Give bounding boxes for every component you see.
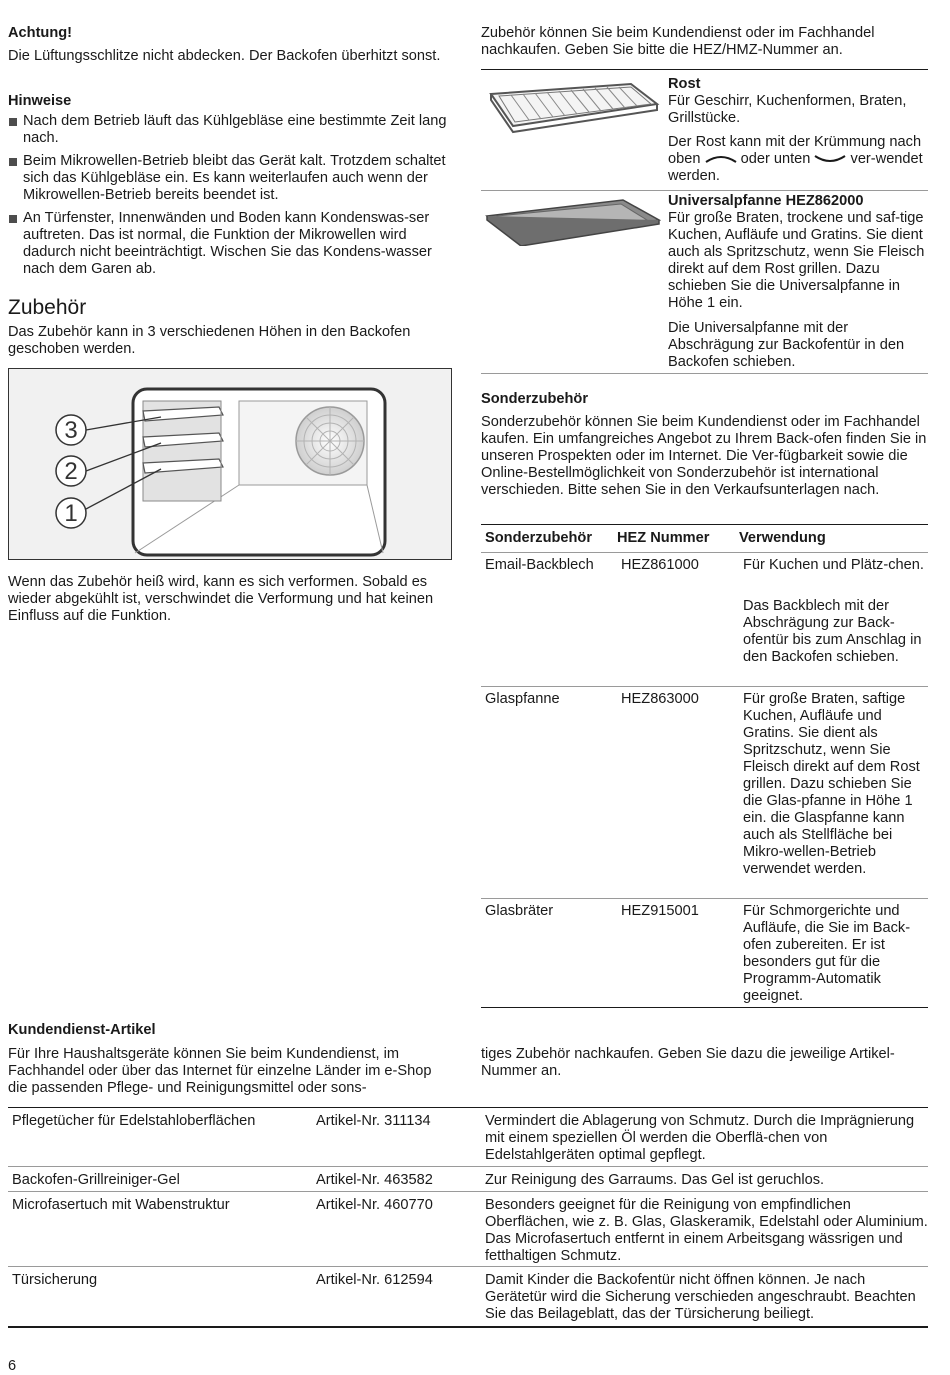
item-text-rost: Für Geschirr, Kuchenformen, Braten, Grillstücke.	[668, 93, 907, 126]
deform-note: Wenn das Zubehör heiß wird, kann es sich verformen. Sobald es wieder abgekühlt ist, verschwindet die Verformung und hat keinen Einfluss auf die Funktion.	[8, 574, 434, 624]
item-note-rost	[668, 134, 928, 185]
service-item-name: Backofen-Grillreiniger-Gel	[12, 1172, 180, 1188]
divider	[481, 686, 928, 687]
table-bottom-rule	[481, 1007, 928, 1008]
table-header: Verwendung	[739, 530, 826, 546]
curve-up-icon	[705, 154, 737, 164]
divider	[481, 898, 928, 899]
divider	[481, 69, 928, 70]
special-title: Sonderzubehör	[481, 391, 589, 407]
note-item: Nach dem Betrieb läuft das Kühlgebläse eine bestimmte Zeit lang nach.	[8, 113, 454, 147]
warning-title: Achtung!	[8, 25, 73, 41]
oven-interior-drawing	[9, 369, 451, 559]
service-item-article: Artikel-Nr. 311134	[316, 1113, 431, 1129]
divider	[8, 1191, 928, 1192]
service-item-desc: Vermindert die Ablagerung von Schmutz. Durch die Imprägnierung mit einem speziellen Öl werden die Oberflä-chen von Edelstahlgeräten optimal gepflegt.	[485, 1113, 915, 1163]
rost-note-part: Der Rost kann mit der Krümmung nach oben	[668, 134, 922, 167]
oven-levels-illustration	[8, 368, 452, 560]
service-item-name: Pflegetücher für Edelstahloberflächen	[12, 1113, 256, 1129]
service-text-left: Für Ihre Haushaltsgeräte können Sie beim Kundendienst, im Fachhandel oder über das Internet für einzelne Länder im e-Shop die passenden Pflege- und Reinigungsmittel oder sons-	[8, 1046, 432, 1096]
service-item-desc: Zur Reinigung des Garraums. Das Gel ist geruchlos.	[485, 1172, 825, 1188]
divider	[481, 552, 928, 553]
table-cell-use: Für große Braten, saftige Kuchen, Aufläufe und Gratins. Sie dient als Spritzschutz, wenn Sie Fleisch direkt auf dem Rost grillen. Dazu schieben Sie die Glas-pfanne in Höhe 1 ein. die Glaspfanne kann auch als Stellfläche bei Mikro-wellen-Betrieb verwendet werden.	[743, 691, 920, 877]
divider	[481, 190, 928, 191]
divider	[8, 1166, 928, 1167]
accessories-intro: Das Zubehör kann in 3 verschiedenen Höhen in den Backofen geschoben werden.	[8, 324, 411, 357]
item-note-universal-pan: Die Universalpfanne mit der Abschrägung zur Backofentür in den Backofen schieben.	[668, 320, 905, 370]
notes-title: Hinweise	[8, 93, 72, 109]
table-cell-name: Email-Backblech	[485, 557, 594, 573]
universal-pan-image	[481, 194, 661, 246]
service-item-name: Microfasertuch mit Wabenstruktur	[12, 1197, 230, 1213]
divider	[8, 1266, 928, 1267]
table-cell-use: Für Schmorgerichte und Aufläufe, die Sie im Back-ofen zubereiten. Er ist besonders gut für die Programm-Automatik geeignet.	[743, 903, 911, 1004]
table-cell-use: Für Kuchen und Plätz-chen.	[743, 557, 924, 573]
service-item-desc: Besonders geeignet für die Reinigung von empfindlichen Oberflächen, wie z. B. Glas, Glaskeramik, Edelstahl oder Aluminium. Das Microfasertuch entfernt in einem Arbeitsgang wässrigen und fetthaltigen Schmutz.	[485, 1197, 928, 1264]
service-item-article: Artikel-Nr. 463582	[316, 1172, 433, 1188]
rost-note-part: oder unten	[740, 151, 811, 167]
table-header: HEZ Nummer	[617, 530, 710, 546]
service-item-desc: Damit Kinder die Backofentür nicht öffnen können. Je nach Gerätetür wird die Sicherung verschieden angeschraubt. Beachten Sie das Beilageblatt, das der Türsicherung beiliegt.	[485, 1272, 916, 1322]
page-number: 6	[8, 1358, 17, 1374]
note-item: Beim Mikrowellen-Betrieb bleibt das Gerät kalt. Trotzdem schaltet sich das Kühlgebläse ein. Es kann weiterlaufen auch wenn der Mikrowellen-Betrieb bereits beendet ist.	[8, 153, 454, 204]
curve-down-icon	[814, 154, 846, 164]
service-item-name: Türsicherung	[12, 1272, 98, 1288]
right-intro: Zubehör können Sie beim Kundendienst oder im Fachhandel nachkaufen. Geben Sie bitte die HEZ/HMZ-Nummer an.	[481, 25, 875, 58]
service-title: Kundendienst-Artikel	[8, 1022, 156, 1038]
service-item-article: Artikel-Nr. 460770	[316, 1197, 433, 1213]
service-item-article: Artikel-Nr. 612594	[316, 1272, 433, 1288]
service-table-top-rule	[8, 1107, 928, 1108]
special-text: Sonderzubehör können Sie beim Kundendienst oder im Fachhandel kaufen. Ein umfangreiches Angebot zu Ihrem Back-ofen finden Sie in unseren Prospekten oder im Internet. Die Ver-fügbarkeit sowie die Online-Bestellmöglichkeit von Sonderzubehör ist international verschieden. Bitte sehen Sie in den Verkaufsunterlagen nach.	[481, 414, 927, 498]
item-title-universal-pan: Universalpfanne HEZ862000	[668, 193, 864, 209]
table-top-rule	[481, 524, 928, 525]
service-table-bottom-rule	[8, 1326, 928, 1328]
item-text-universal-pan: Für große Braten, trockene und saf-tige Kuchen, Aufläufe und Gratins. Sie dient auch als Spritzschutz, wenn Sie Fleisch direkt auf dem Rost grillen. Dazu schieben Sie die Universalpfanne in Höhe 1 ein.	[668, 210, 925, 311]
level-label: 1	[64, 500, 78, 527]
accessories-heading: Zubehör	[8, 296, 87, 319]
table-cell-name: Glasbräter	[485, 903, 554, 919]
table-cell-name: Glaspfanne	[485, 691, 560, 707]
table-cell-hez: HEZ861000	[621, 557, 699, 573]
warning-text: Die Lüftungsschlitze nicht abdecken. Der Backofen überhitzt sonst.	[8, 48, 441, 64]
wire-rack-image	[481, 76, 661, 134]
service-text-right: tiges Zubehör nachkaufen. Geben Sie dazu die jeweilige Artikel-Nummer an.	[481, 1046, 895, 1079]
table-cell-hez: HEZ863000	[621, 691, 699, 707]
table-cell-use: Das Backblech mit der Abschrägung zur Back-ofentür bis zum Anschlag in den Backofen schieben.	[743, 598, 922, 665]
level-label: 2	[64, 458, 78, 485]
table-header: Sonderzubehör	[485, 530, 593, 546]
level-label: 3	[64, 417, 78, 444]
rost-note-part: ver-wendet werden.	[668, 151, 923, 184]
item-title-rost: Rost	[668, 76, 701, 92]
table-cell-hez: HEZ915001	[621, 903, 699, 919]
divider	[481, 373, 928, 374]
note-item: An Türfenster, Innenwänden und Boden kann Kondenswas-ser auftreten. Das ist normal, die Funktion der Mikrowellen wird dadurch nicht beeinträchtigt. Wischen Sie das Kondens-wasser nach dem Garen ab.	[8, 210, 454, 278]
notes-list	[8, 113, 454, 284]
